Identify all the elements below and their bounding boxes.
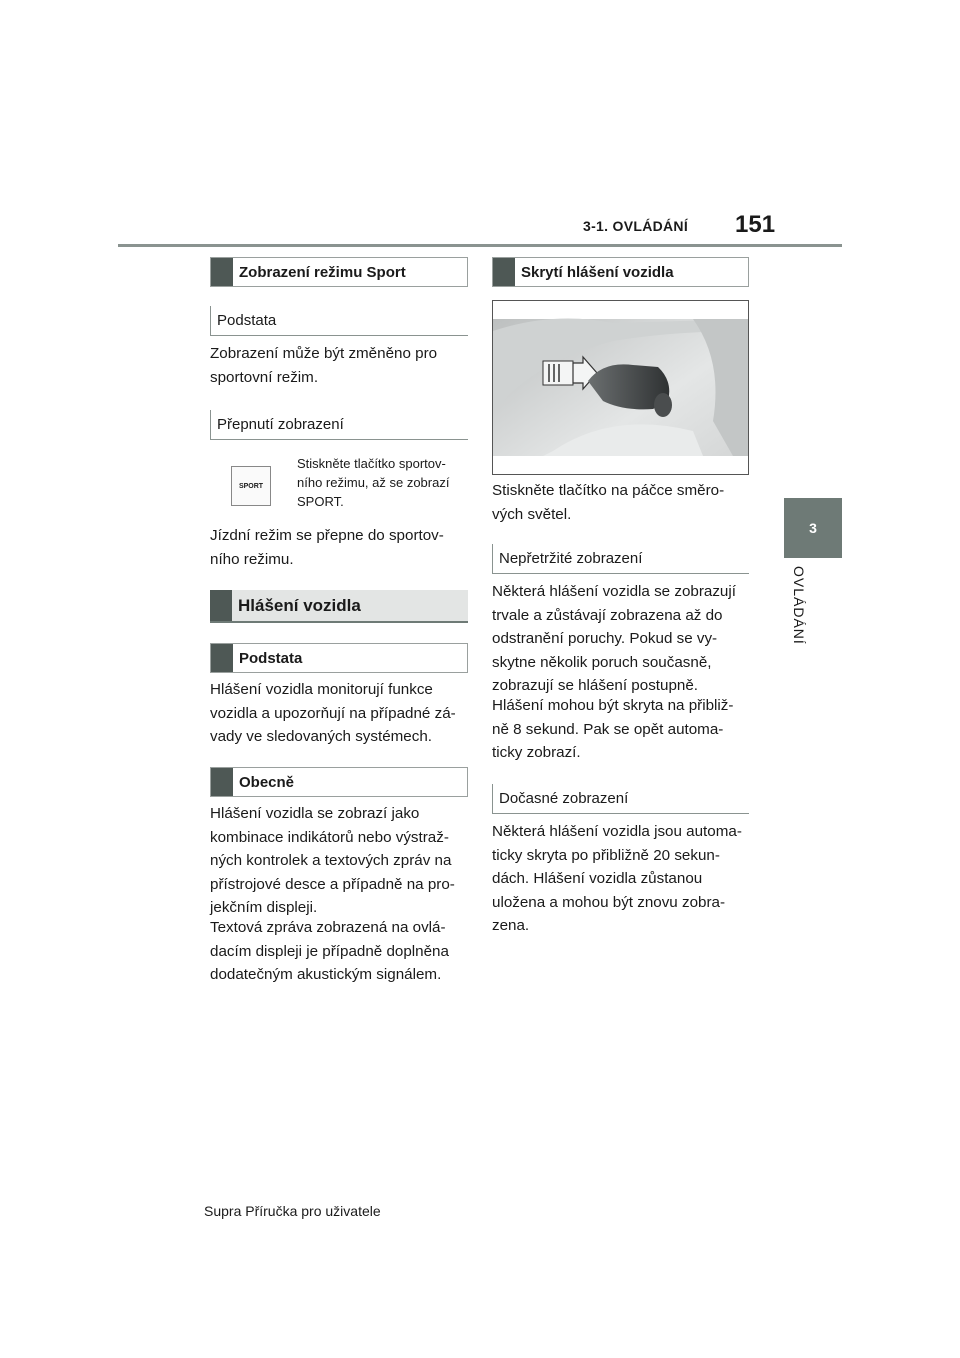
paragraph: Stiskněte tlačítko na páčce směro- vých světel. [492,482,725,523]
subheading-continuous-display: Nepřetržité zobrazení [492,544,749,574]
heading-text: Skrytí hlášení vozidla [521,263,674,281]
chapter-number: 3 [809,520,817,536]
heading-general [210,767,468,797]
chapter-label: OVLÁDÁNÍ [791,566,807,645]
paragraph: Jízdní režim se přepne do sportov- ního režimu. [210,527,444,568]
subheading-switch-display: Přepnutí zobrazení [210,410,468,440]
paragraph: Některá hlášení vozidla jsou automa- ticky skryta po přibližně 20 sekun- dách. Hlášení vozidla zůstanou uložena a mohou být znovu zobra- zena. [492,823,742,934]
paragraph: Textová zpráva zobrazená na ovlá- dacím displeji je případně doplněna dodatečným akustickým signálem. [210,919,449,983]
heading-text: Podstata [239,649,303,667]
subheading-temporary-display: Dočasné zobrazení [492,784,749,814]
heading-text: Zobrazení režimu Sport [239,263,406,281]
lever-drawing [493,301,749,475]
chapter-tab [784,498,842,558]
heading-sport-display [210,257,468,287]
heading-text: Obecně [239,773,295,791]
footer-text: Supra Příručka pro uživatele [204,1203,381,1219]
heading-text: Hlášení vozidla [238,595,361,615]
paragraph: Hlášení vozidla se zobrazí jako kombinace indikátorů nebo výstraž- ných kontrolek a textových zpráv na přístrojové desce a případně na pro- jekčním displeji. [210,805,455,916]
paragraph: Hlášení mohou být skryta na přibliž- ně 8 sekund. Pak se opět automa- ticky zobrazí. [492,697,734,761]
paragraph: Hlášení vozidla monitorují funkce vozidla a upozorňují na případné zá- vady ve sledovaných systémech. [210,681,456,745]
header-rule [118,244,842,247]
turn-signal-lever-illustration [492,300,749,475]
subheading-podstata: Podstata [210,306,468,336]
paragraph: Některá hlášení vozidla se zobrazují trvale a zůstávají zobrazena až do odstranění poruchy. Pokud se vy- skytne několik poruch současně, zobrazují se hlášení postupně. [492,583,736,694]
heading-hide-messages [492,257,749,287]
heading-podstata [210,643,468,673]
page-number: 151 [735,211,776,238]
heading-vehicle-messages [210,590,468,623]
section-title: 3-1. OVLÁDÁNÍ [583,218,689,234]
instruction-text: Stiskněte tlačítko sportov- ního režimu, až se zobrazí SPORT. [297,456,450,509]
sport-button-icon: SPORT [231,466,271,506]
paragraph: Zobrazení může být změněno pro sportovní režim. [210,345,438,386]
